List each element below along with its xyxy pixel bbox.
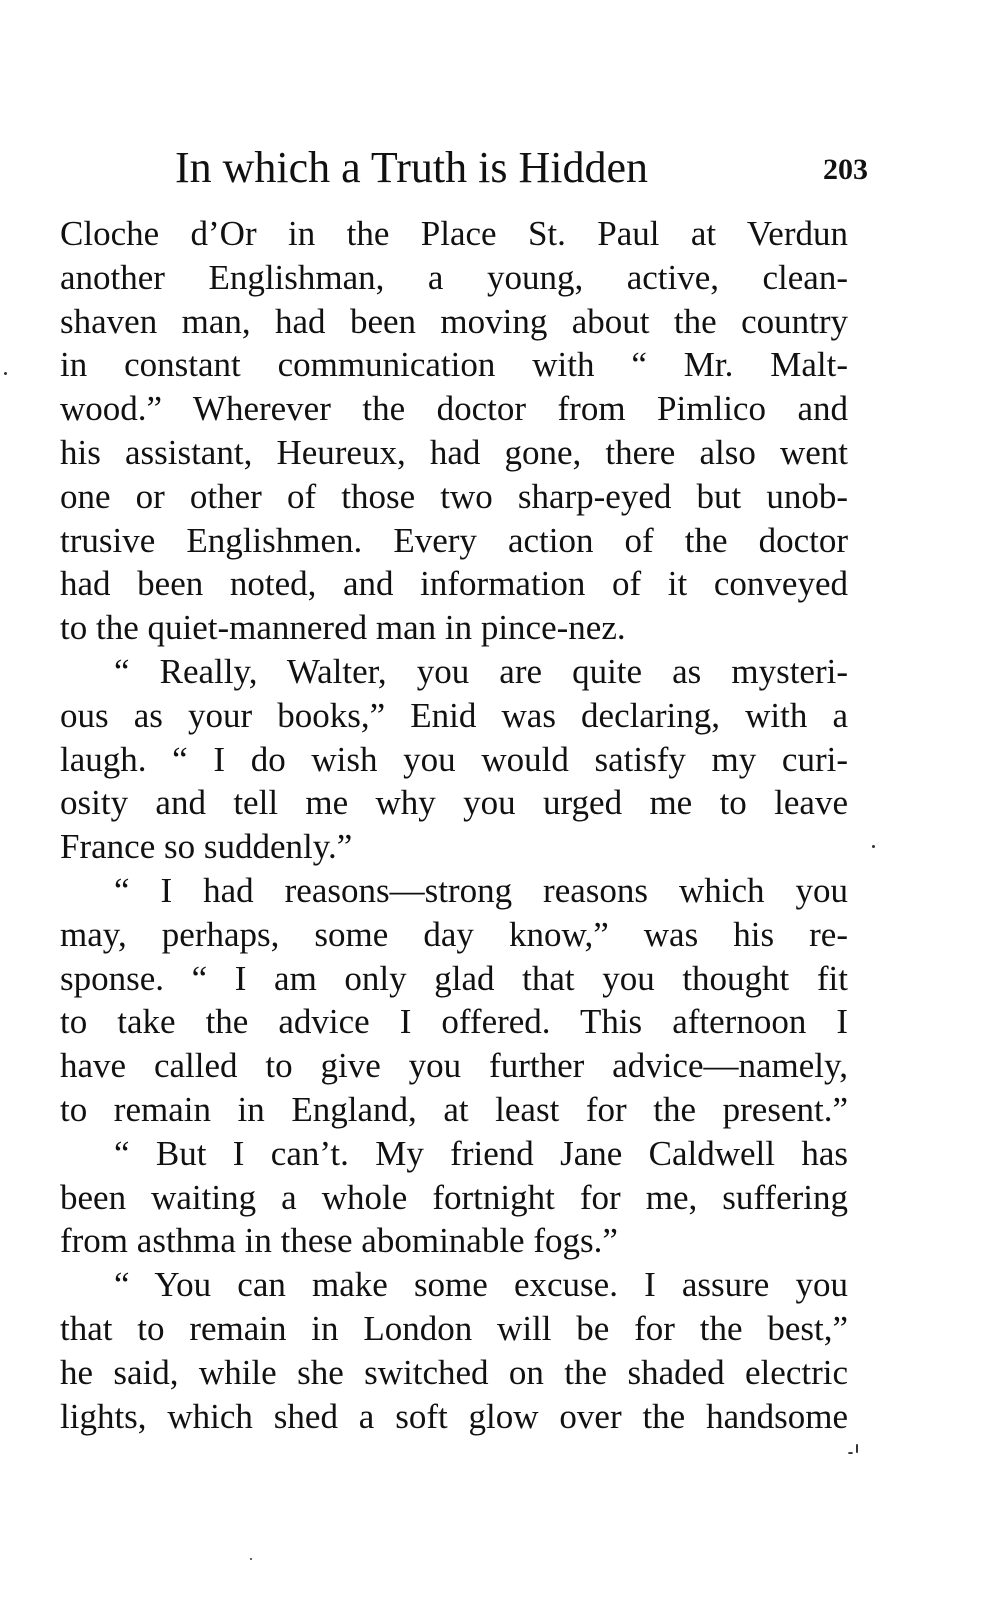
page-header: [60, 140, 868, 196]
text-line: lights, which shed a soft glow over the handsome: [60, 1396, 848, 1436]
text-line: “ You can make some excuse. I assure you: [114, 1265, 848, 1305]
text-line: in constant communication with “ Mr. Malt-: [60, 345, 848, 385]
page-number: 203: [823, 153, 868, 186]
text-line: ous as your books,” Enid was declaring, with a: [60, 695, 848, 735]
body-text: [60, 212, 848, 1438]
text-line: trusive Englishmen. Every action of the doctor: [60, 520, 848, 560]
text-line: one or other of those two sharp-eyed but unob-: [60, 476, 848, 516]
scan-speck: [4, 372, 7, 375]
text-line: from asthma in these abominable fogs.”: [60, 1221, 618, 1261]
text-line: had been noted, and information of it conveyed: [60, 564, 848, 604]
text-line: he said, while she switched on the shaded electric: [60, 1352, 848, 1392]
text-line: wood.” Wherever the doctor from Pimlico and: [60, 389, 848, 429]
text-line: his assistant, Heureux, had gone, there also went: [60, 432, 848, 472]
scan-speck: [872, 845, 875, 848]
text-line: to remain in England, at least for the present.”: [60, 1089, 848, 1129]
text-line: may, perhaps, some day know,” was his re-: [60, 914, 848, 954]
text-line: “ Really, Walter, you are quite as mysteri-: [114, 651, 848, 691]
text-line: “ But I can’t. My friend Jane Caldwell has: [114, 1133, 848, 1173]
text-line: France so suddenly.”: [60, 827, 353, 867]
text-line: osity and tell me why you urged me to leave: [60, 783, 848, 823]
running-title: In which a Truth is Hidden: [175, 143, 648, 192]
text-line: have called to give you further advice—namely,: [60, 1046, 848, 1086]
text-line: laugh. “ I do wish you would satisfy my curi-: [60, 739, 848, 779]
text-line: that to remain in London will be for the best,”: [60, 1308, 848, 1348]
text-line: to the quiet-mannered man in pince-nez.: [60, 608, 626, 648]
text-line: sponse. “ I am only glad that you thought fit: [60, 958, 848, 998]
text-line: “ I had reasons—strong reasons which you: [114, 870, 848, 910]
scan-speck: [250, 1558, 252, 1560]
scan-speck: [848, 1452, 853, 1454]
text-line: to take the advice I offered. This afternoon I: [60, 1002, 848, 1042]
text-line: another Englishman, a young, active, clean-: [60, 257, 848, 297]
text-line: shaven man, had been moving about the country: [60, 301, 848, 341]
text-line: Cloche d’Or in the Place St. Paul at Verdun: [60, 214, 848, 253]
scan-speck: [856, 1444, 858, 1453]
text-line: been waiting a whole fortnight for me, suffering: [60, 1177, 848, 1217]
